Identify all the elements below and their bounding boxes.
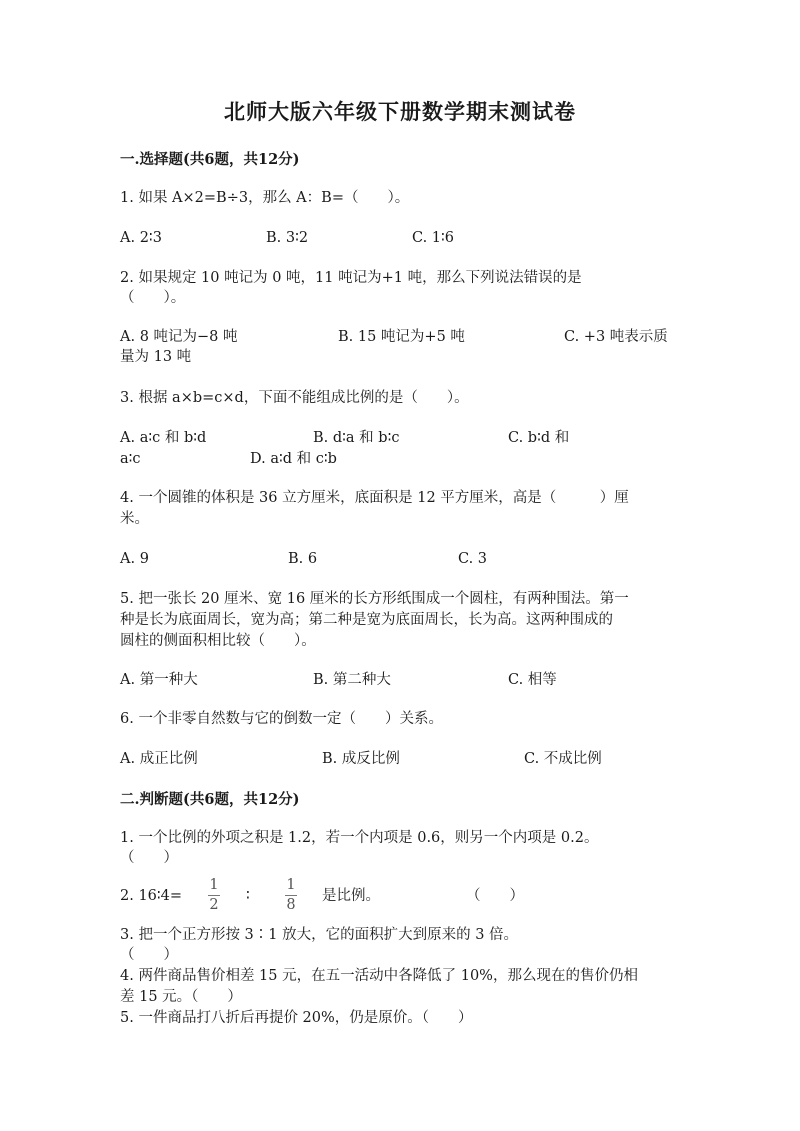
ratio-colon: ∶ [246,888,250,904]
numerator: 1 [209,877,219,893]
option-c-continued: a∶c [120,451,141,467]
statement: 3. 把一个正方形按 3∶1 放大，它的面积扩大到原来的 3 倍。 [120,927,519,943]
option-c-continued: 量为 13 吨 [120,349,192,365]
question-stem-line: （ ）。 [120,290,186,306]
statement: 5. 一件商品打八折后再提价 20%，仍是原价。（ ） [120,1010,473,1026]
statement: 1. 一个比例的外项之积是 1.2，若一个内项是 0.6，则另一个内项是 0.2。 [120,830,599,846]
option-a: A. 9 [120,551,149,567]
denominator: 2 [209,897,219,913]
option-b: B. 成反比例 [322,751,400,767]
option-d: D. a∶d 和 c∶b [250,451,337,467]
fraction-bar [208,895,220,896]
option-c: C. 相等 [508,672,557,688]
question-stem-line: 米。 [120,511,149,527]
option-a: A. 2∶3 [120,230,162,246]
question-stem: 1. 如果 A×2=B÷3，那么 A：B=（ ）。 [120,190,410,206]
question-stem: 2. 如果规定 10 吨记为 0 吨，11 吨记为+1 吨，那么下列说法错误的是 [120,270,582,286]
option-c: C. +3 吨表示质 [564,329,668,345]
numerator: 1 [286,877,296,893]
question-stem: 3. 根据 a×b=c×d，下面不能组成比例的是（ ）。 [120,390,469,406]
answer-paren: （ ） [466,888,524,904]
fraction-bar [285,895,297,896]
answer-paren: （ ） [120,850,178,866]
question-stem: 5. 把一张长 20 厘米、宽 16 厘米的长方形纸围成一个圆柱，有两种围法。第一 [120,591,629,607]
option-a: A. 第一种大 [120,672,198,688]
denominator: 8 [286,897,296,913]
option-b: B. 15 吨记为+5 吨 [338,329,465,345]
question-stem-line: 圆柱的侧面积相比较（ ）。 [120,633,316,649]
statement-suffix: 是比例。 [322,888,380,904]
fraction-one-half [208,877,220,914]
fraction-one-eighth [285,877,297,914]
option-c: C. b∶d 和 [508,430,570,446]
option-a: A. a∶c 和 b∶d [120,430,207,446]
answer-paren: （ ） [120,947,178,963]
option-a: A. 8 吨记为−8 吨 [120,329,238,345]
option-b: B. 6 [288,551,318,567]
option-a: A. 成正比例 [120,751,198,767]
section-heading-judgement: 二.判断题(共6题，共12分) [120,791,300,808]
question-stem: 4. 一个圆锥的体积是 36 立方厘米，底面积是 12 平方厘米，高是（ ）厘 [120,490,629,506]
statement: 4. 两件商品售价相差 15 元，在五一活动中各降低了 10%，那么现在的售价仍相 [120,968,638,984]
option-b: B. 第二种大 [313,672,391,688]
question-stem: 6. 一个非零自然数与它的倒数一定（ ）关系。 [120,711,443,727]
option-b: B. d∶a 和 b∶c [313,430,400,446]
question-stem-line: 种是长为底面周长，宽为高；第二种是宽为底面周长，长为高。这两种围成的 [120,612,613,628]
option-b: B. 3∶2 [266,230,309,246]
option-c: C. 3 [458,551,488,567]
page-title: 北师大版六年级下册数学期末测试卷 [224,99,576,124]
option-c: C. 不成比例 [524,751,602,767]
section-heading-choice: 一.选择题(共6题，共12分) [120,151,300,168]
statement-prefix: 2. 16∶4= [120,888,183,904]
option-c: C. 1∶6 [412,230,455,246]
statement-line: 差 15 元。（ ） [120,989,242,1005]
